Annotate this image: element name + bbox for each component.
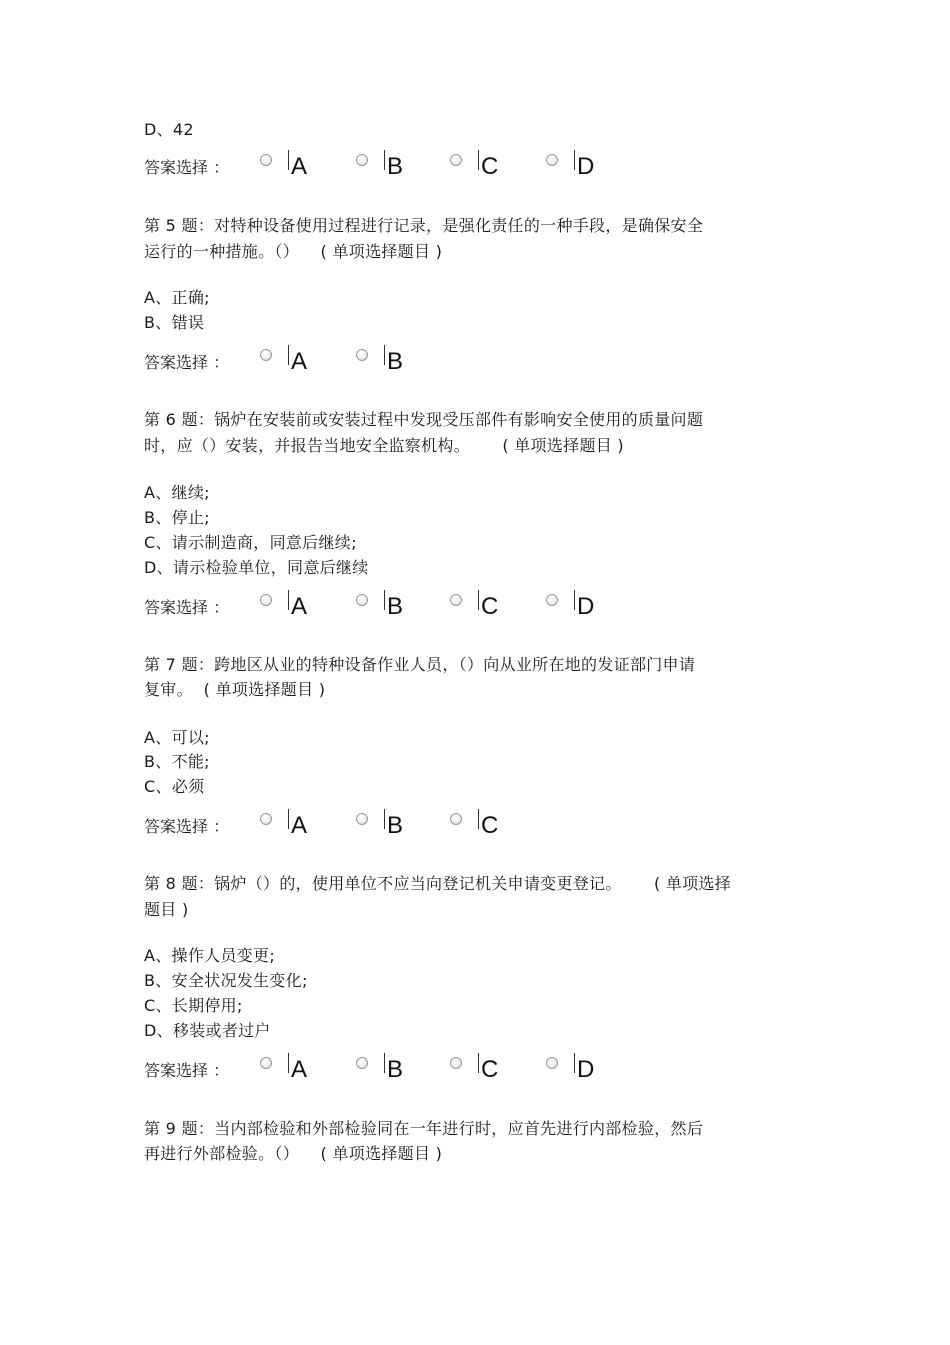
q4-option-b[interactable]: [356, 150, 416, 184]
option-letter: C: [481, 1056, 499, 1083]
q7-option-b[interactable]: [356, 809, 416, 843]
option-letter: A: [291, 812, 308, 839]
q8-answer-row: [144, 1053, 844, 1087]
q6-opt-c: C、请示制造商，同意后继续;: [144, 533, 357, 552]
q8-option-a[interactable]: [260, 1053, 320, 1087]
q5-option-b[interactable]: [356, 345, 416, 379]
option-letter: B: [387, 812, 404, 839]
text-cursor-bar: [478, 809, 479, 829]
option-letter: A: [291, 348, 308, 375]
q4-option-c[interactable]: [450, 150, 510, 184]
radio-button-icon[interactable]: [546, 594, 558, 606]
text-cursor-bar: [384, 809, 385, 829]
radio-button-icon[interactable]: [450, 813, 462, 825]
q7-opt-c: C、必须: [144, 777, 205, 796]
q6-opt-b: B、停止;: [144, 508, 210, 527]
radio-button-icon[interactable]: [450, 1057, 462, 1069]
q6-option-d[interactable]: [546, 590, 606, 624]
option-letter: A: [291, 593, 308, 620]
q5-title-1: 第 5 题：对特种设备使用过程进行记录，是强化责任的一种手段，是确保安全: [144, 216, 704, 235]
text-cursor-bar: [574, 1053, 575, 1073]
q8-opt-a: A、操作人员变更;: [144, 946, 276, 965]
radio-button-icon[interactable]: [260, 594, 272, 606]
radio-button-icon[interactable]: [546, 154, 558, 166]
radio-button-icon[interactable]: [450, 154, 462, 166]
q5-answer-row: [144, 345, 844, 379]
q4-opt-d: D、42: [144, 120, 194, 139]
answer-label: 答案选择 ：: [144, 598, 230, 617]
answer-label: 答案选择 ：: [144, 1061, 230, 1080]
q6-answer-row: [144, 590, 844, 624]
radio-button-icon[interactable]: [356, 594, 368, 606]
q8-option-d[interactable]: [546, 1053, 606, 1087]
q4-option-a[interactable]: [260, 150, 320, 184]
q5-title-2: 运行的一种措施。（） ( 单项选择题目 ): [144, 242, 443, 261]
radio-button-icon[interactable]: [356, 1057, 368, 1069]
option-letter: C: [481, 593, 499, 620]
q4-answer-row: [144, 150, 844, 184]
text-cursor-bar: [478, 590, 479, 610]
option-letter: D: [577, 153, 595, 180]
option-letter: D: [577, 593, 595, 620]
text-cursor-bar: [478, 1053, 479, 1073]
q7-title-1: 第 7 题：跨地区从业的特种设备作业人员，（）向从业所在地的发证部门申请: [144, 655, 696, 674]
text-cursor-bar: [574, 590, 575, 610]
text-cursor-bar: [288, 1053, 289, 1073]
option-letter: C: [481, 812, 499, 839]
radio-button-icon[interactable]: [260, 154, 272, 166]
radio-button-icon[interactable]: [356, 154, 368, 166]
text-cursor-bar: [384, 590, 385, 610]
q7-opt-b: B、不能;: [144, 752, 210, 771]
text-cursor-bar: [384, 345, 385, 365]
radio-button-icon[interactable]: [260, 349, 272, 361]
option-letter: A: [291, 153, 308, 180]
option-letter: D: [577, 1056, 595, 1083]
q8-option-b[interactable]: [356, 1053, 416, 1087]
q6-option-a[interactable]: [260, 590, 320, 624]
q5-opt-b: B、错误: [144, 313, 205, 332]
radio-button-icon[interactable]: [356, 349, 368, 361]
option-letter: B: [387, 1056, 404, 1083]
q8-opt-b: B、安全状况发生变化;: [144, 971, 308, 990]
q8-option-c[interactable]: [450, 1053, 510, 1087]
radio-button-icon[interactable]: [546, 1057, 558, 1069]
text-cursor-bar: [574, 150, 575, 170]
q7-answer-row: [144, 809, 844, 843]
option-letter: C: [481, 153, 499, 180]
option-letter: B: [387, 593, 404, 620]
q8-title-1: 第 8 题：锅炉（）的，使用单位不应当向登记机关申请变更登记。 ( 单项选择: [144, 874, 732, 893]
text-cursor-bar: [288, 345, 289, 365]
option-letter: B: [387, 348, 404, 375]
answer-label: 答案选择 ：: [144, 817, 230, 836]
text-cursor-bar: [288, 150, 289, 170]
q6-title-2: 时，应（）安装，并报告当地安全监察机构。 ( 单项选择题目 ): [144, 436, 624, 455]
q9-title-1: 第 9 题：当内部检验和外部检验同在一年进行时，应首先进行内部检验，然后: [144, 1119, 704, 1138]
radio-button-icon[interactable]: [450, 594, 462, 606]
q5-option-a[interactable]: [260, 345, 320, 379]
q6-opt-d: D、请示检验单位，同意后继续: [144, 558, 369, 577]
q6-title-1: 第 6 题：锅炉在安装前或安装过程中发现受压部件有影响安全使用的质量问题: [144, 410, 704, 429]
answer-label: 答案选择 ：: [144, 158, 230, 177]
text-cursor-bar: [478, 150, 479, 170]
option-letter: A: [291, 1056, 308, 1083]
q5-opt-a: A、正确;: [144, 288, 210, 307]
radio-button-icon[interactable]: [260, 813, 272, 825]
radio-button-icon[interactable]: [356, 813, 368, 825]
q8-opt-d: D、移装或者过户: [144, 1021, 271, 1040]
text-cursor-bar: [384, 150, 385, 170]
q7-opt-a: A、可以;: [144, 728, 210, 747]
q6-option-b[interactable]: [356, 590, 416, 624]
q4-option-d[interactable]: [546, 150, 606, 184]
q8-opt-c: C、长期停用;: [144, 996, 243, 1015]
answer-label: 答案选择 ：: [144, 353, 230, 372]
q6-opt-a: A、继续;: [144, 483, 210, 502]
q7-title-2: 复审。 ( 单项选择题目 ): [144, 680, 326, 699]
q7-option-c[interactable]: [450, 809, 510, 843]
text-cursor-bar: [288, 809, 289, 829]
q6-option-c[interactable]: [450, 590, 510, 624]
q9-title-2: 再进行外部检验。（） ( 单项选择题目 ): [144, 1144, 443, 1163]
text-cursor-bar: [384, 1053, 385, 1073]
text-cursor-bar: [288, 590, 289, 610]
q8-title-2: 题目 ): [144, 900, 189, 919]
q7-option-a[interactable]: [260, 809, 320, 843]
option-letter: B: [387, 153, 404, 180]
radio-button-icon[interactable]: [260, 1057, 272, 1069]
